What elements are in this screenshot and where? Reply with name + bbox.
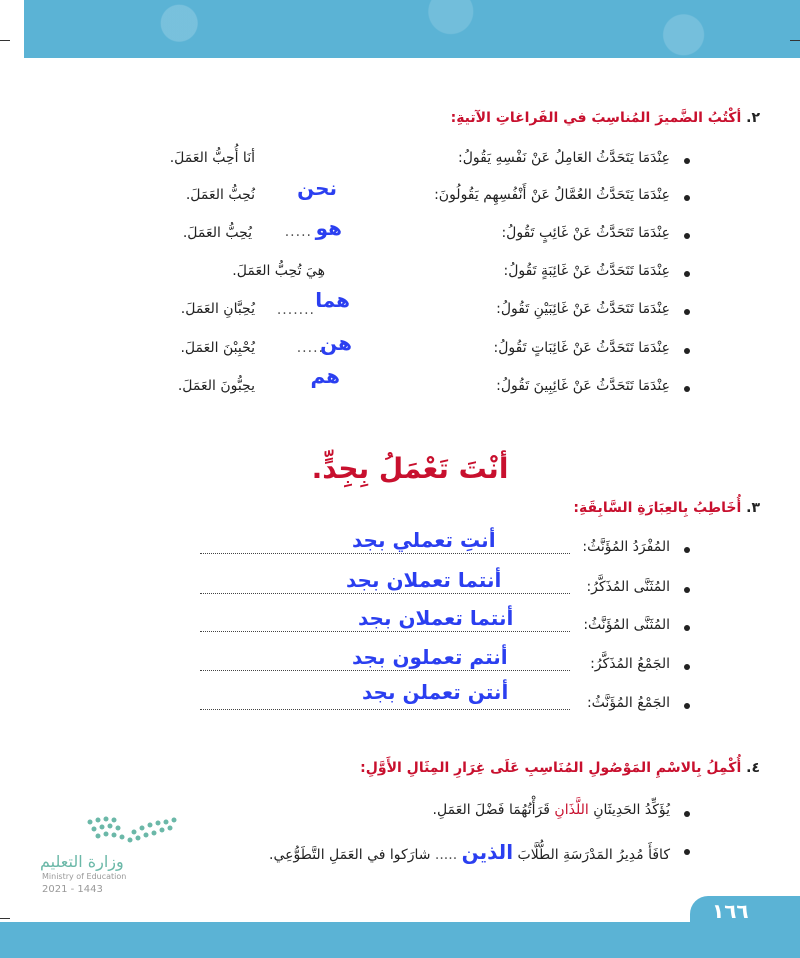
exercise-prompt: عِنْدَمَا تَتَحَدَّثُ عَنْ غَائِبٍ تَقُولُ: [501,225,670,241]
section-number: ٣. [746,500,760,516]
center-sentence: أنْتَ تَعْمَلُ بِجِدٍّ. [311,452,509,485]
bullet [684,587,690,593]
exercise-completion: أنَا أُحِبُّ العَمَلَ. [169,150,255,166]
handwritten-answer: أنتما تعملان بجد [358,606,514,630]
exercise-completion: يُحِبَّانِ العَمَلَ. [180,301,255,317]
answer-line [200,593,570,594]
row-label: المُفْرَدُ المُؤَنَّثُ: [582,539,670,555]
bullet [684,158,690,164]
sentence [269,840,670,864]
sentence-after: قَرَأْتُهُمَا فَضْلَ العَمَلِ. [432,802,550,818]
sentence-after: شارَكوا في العَمَلِ التَّطَوُّعِي. [269,847,431,863]
handwritten-answer: هن [320,331,352,355]
bullet [684,195,690,201]
row-label: المُثَنَّى المُؤَنَّثُ: [583,617,670,633]
exercise-completion: يُحْبِبْنَ العَمَلَ. [180,340,255,356]
bullet [684,233,690,239]
blank-dots: ..... [284,224,312,240]
exercise-prompt: عِنْدَمَا تَتَحَدَّثُ عَنْ غَائِبَاتٍ تَقُولُ: [493,340,670,356]
answer-line [200,631,570,632]
bullet [684,309,690,315]
page-number: ١٦٦ [712,899,749,923]
sentence [433,802,670,818]
section-title: أكْتُبُ الضَّميرَ المُناسِبَ في الفَراغاتِ الآتيةِ: [450,110,742,126]
answer-line [200,709,570,710]
blank-dots: ....... [276,302,315,318]
crop-mark [0,918,10,919]
row-label: الجَمْعُ المُؤَنَّثُ: [586,695,670,711]
exercise-completion: هِيَ تُحِبُّ العَمَلَ. [232,263,325,279]
exercise-completion: نُحِبُّ العَمَلَ. [185,187,255,203]
bullet [684,849,690,855]
handwritten-answer: هم [310,364,340,388]
row-label: الجَمْعُ المُذَكَّرُ: [590,656,670,672]
ministry-name-ar: وزارة التعليم [40,852,124,871]
handwritten-answer: هما [315,288,350,312]
blank-dots: ..... [434,847,458,863]
bullet [684,703,690,709]
exercise-prompt: عِنْدَمَا تَتَحَدَّثُ عَنْ غَائِبِينَ تَقُولُ: [496,378,670,394]
edition-year: 2021 - 1443 [42,884,103,895]
ministry-logo-icon [84,816,180,850]
crop-mark [790,40,800,41]
handwritten-answer: نحن [297,176,337,200]
exercise-completion: يحِبُّونَ العَمَلَ. [177,378,255,394]
exercise-prompt: عِنْدَمَا يَتَحَدَّثُ العَامِلُ عَنْ نَفْسِهِ يَقُولُ: [458,150,670,166]
handwritten-answer: هو [315,216,342,240]
footer-band [0,922,800,958]
sentence-before: كافَأَ مُدِيرُ المَدْرَسَةِ الطُّلَّابَ [517,847,670,863]
answer-line [200,553,570,554]
section-number: ٢. [746,110,760,126]
handwritten-answer: أنتم تعملون بجد [352,645,508,669]
handwritten-answer: أنتِ تعملي بجد [352,528,496,552]
section-title: أُخَاطِبُ بِالعِبَارَةِ السَّابِقَةِ: [573,500,742,516]
bullet [684,348,690,354]
handwritten-answer: أنتن تعملن بجد [362,680,509,704]
exercise-prompt: عِنْدَمَا تَتَحَدَّثُ عَنْ غَائِبَةٍ تَقُولُ: [503,263,670,279]
row-label: المُثَنَّى المُذَكَّرُ: [586,579,670,595]
exercise-completion: يُحِبُّ العَمَلَ. [182,225,252,241]
section-number: ٤. [746,760,760,776]
bullet [684,625,690,631]
crop-mark [0,40,10,41]
handwritten-answer: الذين [461,840,514,864]
handwritten-answer: أنتما تعملان بجد [346,568,502,592]
blank-dots: ..... [296,340,324,356]
exercise-prompt: عِنْدَمَا يَتَحَدَّثُ العُمَّالُ عَنْ أَنْفُسِهِم يَقُولُونَ: [434,187,670,203]
section-2-heading [451,110,760,126]
section-4-heading [360,760,760,776]
answer-line [200,670,570,671]
ministry-name-en: Ministry of Education [42,872,127,881]
exercise-prompt: عِنْدَمَا تَتَحَدَّثُ عَنْ غَائِبَيْنِ تَقُولُ: [496,301,670,317]
bullet [684,271,690,277]
bullet [684,547,690,553]
bullet [684,386,690,392]
sentence-before: يُؤَكِّدُ الحَدِيثَانِ [593,802,670,818]
header-band [24,0,800,58]
section-3-heading [573,500,760,516]
section-title: أُكْمِلُ بِالاسْمِ المَوْصُولِ المُنَاسِبِ عَلَى غِرَارِ المِثَالِ الأَوَّلِ: [360,760,742,776]
bullet [684,664,690,670]
bullet [684,811,690,817]
relative-pronoun: اللَّذَانِ [554,802,589,818]
